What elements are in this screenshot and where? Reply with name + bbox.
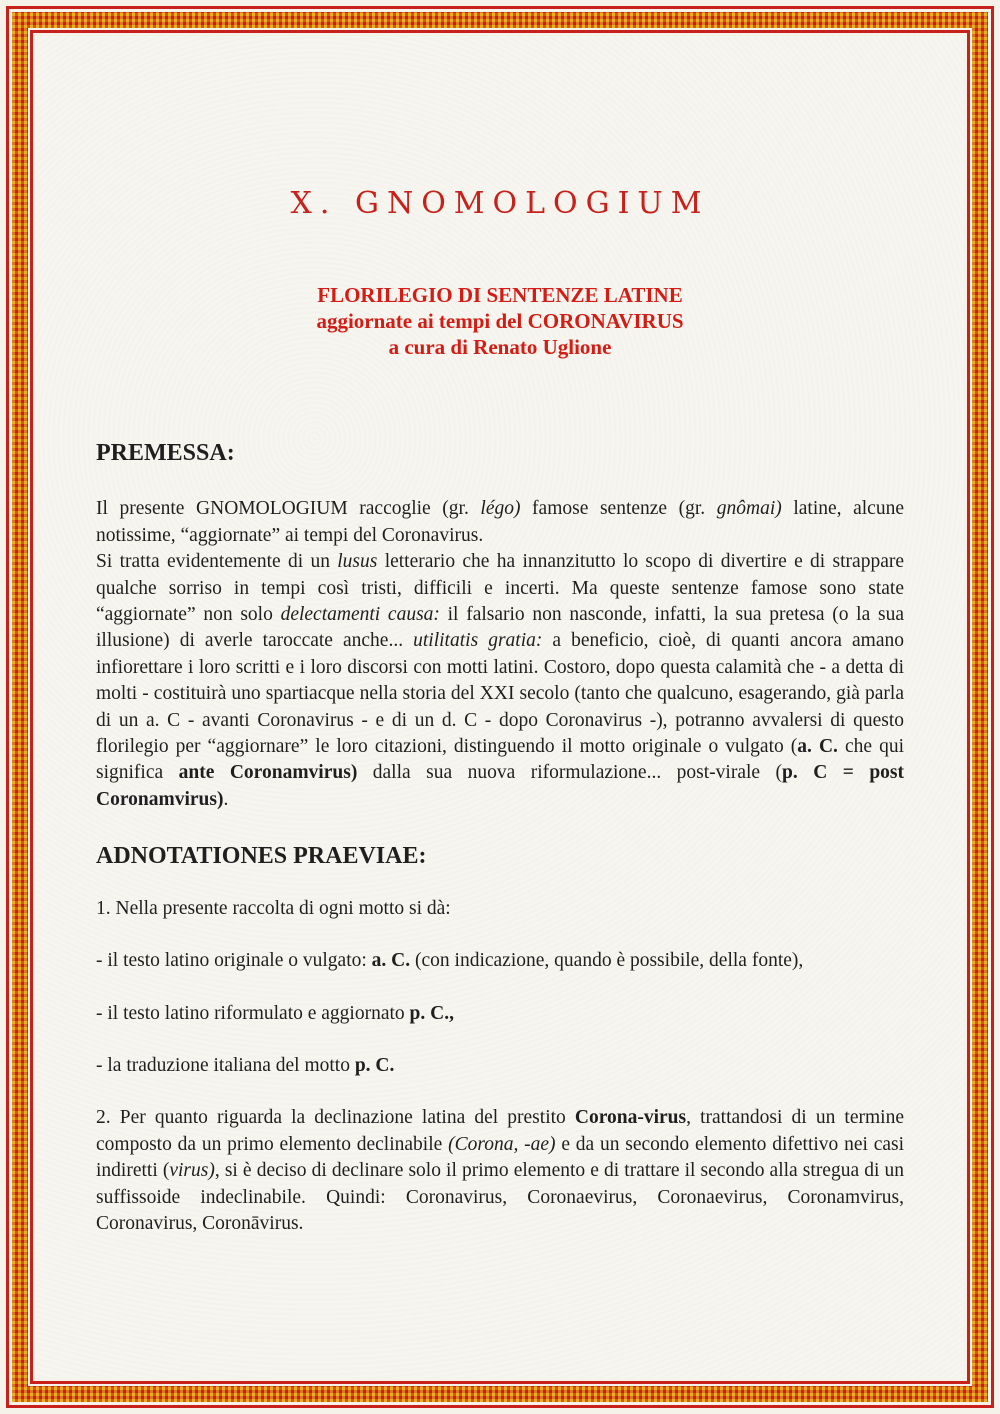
premessa-paragraph-2: Si tratta evidentemente di un lusus letterario che ha innanzitutto lo scopo di divertire e di strappare qualche sorriso in tempi così tristi, difficili e incerti. Ma queste sentenze famose sono state “aggiornate” non solo delectamenti causa: il falsario non nasconde, infatti, la sua pretesa (o la sua illusione) di averle taroccate anche... utilitatis gratia: a beneficio, cioè, di quanti ancora amano infiorettare i loro scritti e i loro discorsi con motti latini. Costoro, dopo questa calamità che - a detta di molti - costituirà uno spartiacque nella storia del XXI secolo (tanto che qualcuno, esagerando, già parla di un a. C - avanti Coronavirus - e di un d. C - dopo Coronavirus -), potranno avvalersi di questo florilegio per “aggiornare” le loro citazioni, distinguendo il motto originale o vulgato (a. C. che qui significa ante Coronamvirus) dalla sua nuova riformulazione... post-virale (p. C = post Coronamvirus). — [96, 551, 905, 810]
premessa-paragraph-1: Il presente GNOMOLOGIUM raccoglie (gr. légo) famose sentenze (gr. gnômai) latine, alcune notissime, “aggiornate” ai tempi del Coronavirus. — [96, 498, 904, 546]
adnotationes-item-2: 2. Per quanto riguarda la declinazione latina del prestito Corona-virus, trattandosi di un termine composto da un primo elemento declinabile (Corona, -ae) e da un secondo elemento difettivo nei casi indiretti (virus), si è deciso di declinare solo il primo elemento e di trattare il secondo alla stregua di un suffissoide indeclinabile. Quindi: Coronavirus, Coronaevirus, Coronaevirus, Coronamvirus, Coronavirus, Coronāvirus. — [96, 1107, 905, 1234]
adnotationes-item-1: 1. Nella presente raccolta di ogni motto si dà: — [96, 897, 451, 919]
document-title: X. GNOMOLOGIUM — [290, 186, 710, 221]
subtitle-line-3: a cura di Renato Uglione — [388, 335, 612, 359]
adnotationes-bullet-1: - il testo latino originale o vulgato: a. C. (con indicazione, quando è possibile, della fonte), — [96, 950, 804, 972]
adnotationes-bullet-3: - la traduzione italiana del motto p. C. — [96, 1054, 395, 1076]
main-content — [96, 440, 904, 1237]
premessa-heading: PREMESSA: — [96, 440, 235, 466]
adnotationes-heading: ADNOTATIONES PRAEVIAE: — [96, 843, 427, 870]
adnotationes-bullet-2: - il testo latino riformulato e aggiornato p. C., — [96, 1002, 454, 1024]
document-subtitle — [0, 282, 1000, 360]
subtitle-line-2: aggiornate ai tempi del CORONAVIRUS — [316, 309, 684, 333]
subtitle-line-1: FLORILEGIO DI SENTENZE LATINE — [317, 283, 683, 307]
